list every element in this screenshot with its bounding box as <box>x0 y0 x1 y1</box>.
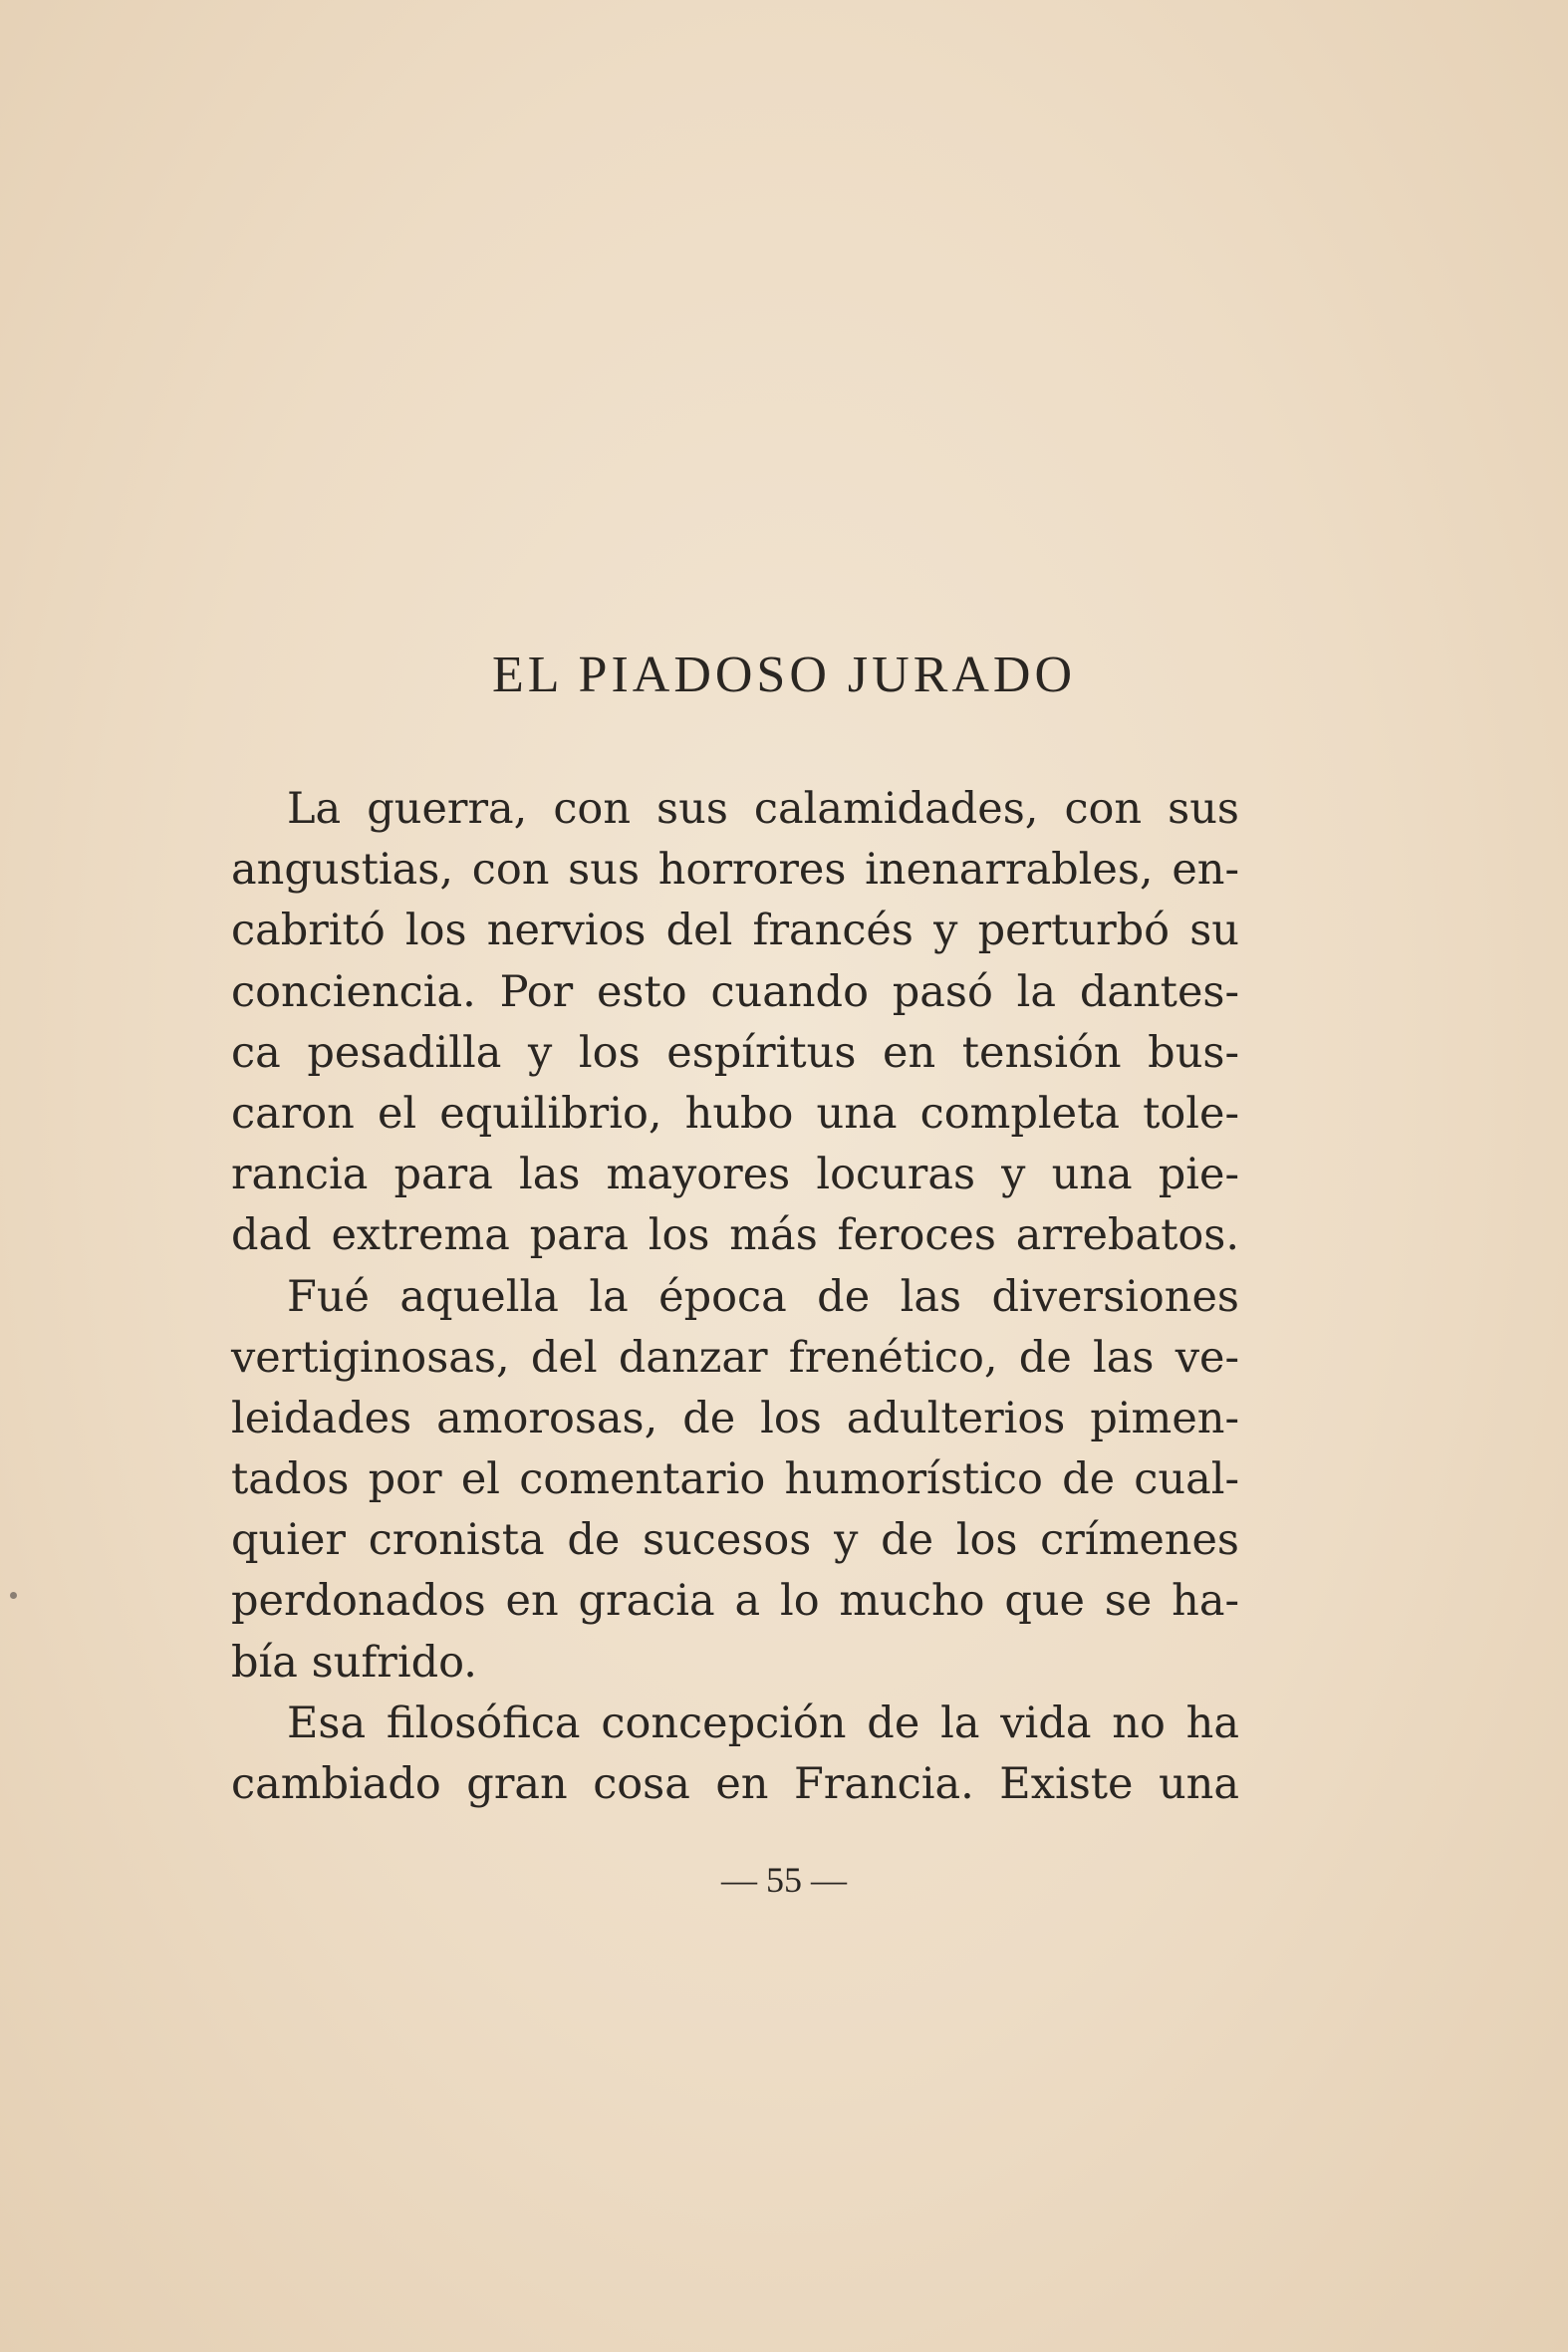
text-line: La guerra, con sus calamidades, con sus <box>287 784 1239 834</box>
text-line: angustias, con sus horrores inenarrables, en- <box>231 845 1239 896</box>
text-line: conciencia. Por esto cuando pasó la dantes- <box>231 966 1239 1017</box>
page-number: — 55 — <box>721 1860 847 1900</box>
chapter-title: EL PIADOSO JURADO <box>491 647 1077 703</box>
text-line: tados por el comentario humorístico de cual- <box>231 1454 1239 1505</box>
text-line: Esa filosófica concepción de la vida no ha <box>287 1698 1239 1748</box>
body-text <box>231 779 1239 1815</box>
paper-speck <box>10 1592 17 1599</box>
text-line: cambiado gran cosa en Francia. Existe una <box>231 1759 1239 1809</box>
text-line: ca pesadilla y los espíritus en tensión bus- <box>231 1027 1239 1078</box>
text-line: quier cronista de sucesos y de los crímenes <box>231 1515 1239 1566</box>
text-line: bía sufrido. <box>231 1637 477 1688</box>
text-line: Fué aquella la época de las diversiones <box>287 1271 1239 1322</box>
text-line: dad extrema para los más feroces arrebatos. <box>231 1210 1239 1261</box>
text-line: cabritó los nervios del francés y perturbó su <box>231 906 1239 956</box>
text-line: perdonados en gracia a lo mucho que se ha- <box>231 1576 1239 1627</box>
text-line: leidades amorosas, de los adulterios pimen- <box>231 1393 1239 1443</box>
text-line: vertiginosas, del danzar frenético, de las ve- <box>231 1332 1239 1383</box>
text-line: caron el equilibrio, hubo una completa tole- <box>231 1088 1239 1139</box>
text-line: rancia para las mayores locuras y una pie- <box>231 1150 1239 1200</box>
